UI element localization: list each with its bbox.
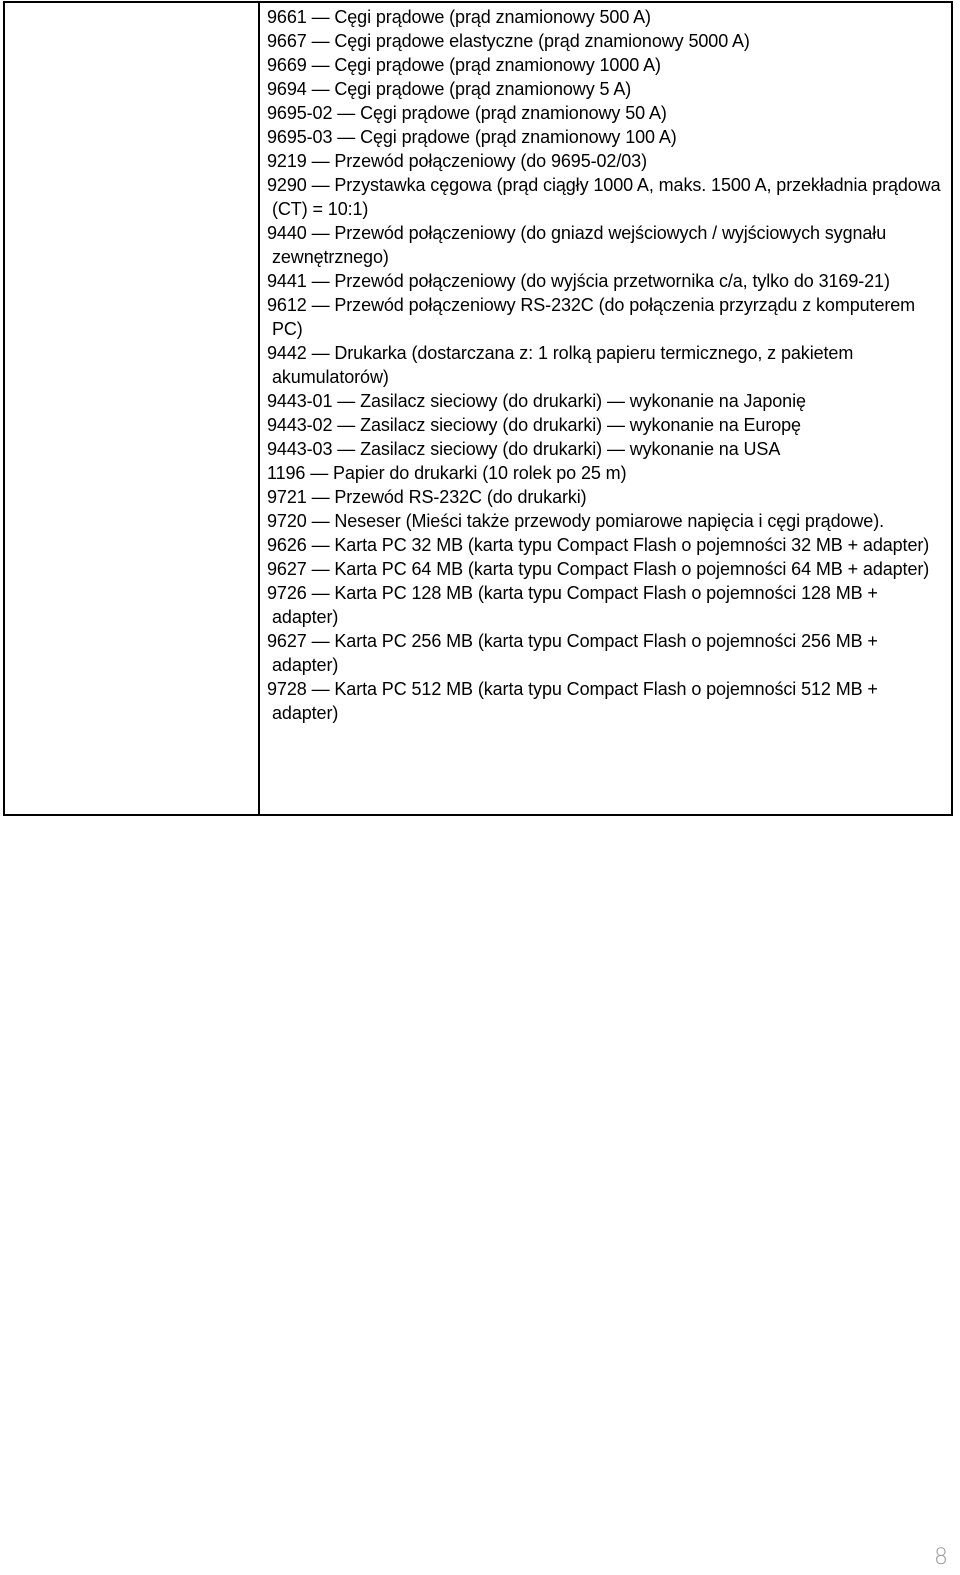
accessories-table [3, 1, 953, 816]
dash-separator: — [337, 391, 356, 411]
accessory-item [267, 533, 947, 557]
accessory-code: 9694 [267, 79, 307, 99]
accessory-item [267, 101, 947, 125]
accessory-description: Przewód połączeniowy (do gniazd wejściowych / wyjściowych sygnału zewnętrznego) [272, 223, 887, 267]
dash-separator: — [311, 295, 330, 315]
accessory-description: Cęgi prądowe (prąd znamionowy 5 A) [334, 79, 632, 99]
accessory-item [267, 461, 947, 485]
dash-separator: — [311, 151, 330, 171]
dash-separator: — [311, 487, 330, 507]
dash-separator: — [311, 223, 330, 243]
accessory-item [267, 221, 947, 269]
accessory-item [267, 485, 947, 509]
accessory-item [267, 389, 947, 413]
accessory-description: Cęgi prądowe elastyczne (prąd znamionowy 5000 A) [334, 31, 750, 51]
accessory-item [267, 557, 947, 581]
accessory-code: 9695-03 [267, 127, 333, 147]
accessory-description: Karta PC 128 MB (karta typu Compact Flash o pojemności 128 MB + adapter) [272, 583, 878, 627]
accessory-code: 9695-02 [267, 103, 333, 123]
dash-separator: — [337, 127, 356, 147]
accessory-item [267, 77, 947, 101]
accessory-description: Neseser (Mieści także przewody pomiarowe napięcia i cęgi prądowe). [334, 511, 885, 531]
dash-separator: — [311, 55, 330, 75]
dash-separator: — [311, 679, 330, 699]
accessory-code: 9661 [267, 7, 307, 27]
accessory-description: Drukarka (dostarczana z: 1 rolką papieru termicznego, z pakietem akumulatorów) [272, 343, 854, 387]
dash-separator: — [311, 7, 330, 27]
accessory-description: Przewód połączeniowy RS-232C (do połączenia przyrządu z komputerem PC) [272, 295, 916, 339]
accessory-code: 9726 [267, 583, 307, 603]
accessory-description: Karta PC 256 MB (karta typu Compact Flash o pojemności 256 MB + adapter) [272, 631, 878, 675]
accessory-description: Zasilacz sieciowy (do drukarki) — wykonanie na USA [360, 439, 781, 459]
accessory-item [267, 149, 947, 173]
accessory-code: 1196 [267, 463, 306, 483]
accessory-item [267, 173, 947, 221]
accessory-code: 9667 [267, 31, 307, 51]
accessory-code: 9440 [267, 223, 307, 243]
accessory-code: 9219 [267, 151, 307, 171]
accessories-cell [260, 3, 951, 814]
accessory-code: 9669 [267, 55, 307, 75]
dash-separator: — [311, 175, 330, 195]
accessory-description: Cęgi prądowe (prąd znamionowy 500 A) [334, 7, 651, 27]
dash-separator: — [311, 583, 330, 603]
dash-separator: — [311, 559, 330, 579]
dash-separator: — [337, 415, 356, 435]
accessory-item [267, 677, 947, 725]
accessory-description: Przystawka cęgowa (prąd ciągły 1000 A, maks. 1500 A, przekładnia prądowa (CT) = 10:1) [272, 175, 941, 219]
accessory-list [267, 5, 947, 725]
dash-separator: — [311, 343, 330, 363]
accessory-code: 9728 [267, 679, 307, 699]
accessory-item [267, 269, 947, 293]
accessory-description: Zasilacz sieciowy (do drukarki) — wykonanie na Japonię [360, 391, 806, 411]
page-number: 8 [934, 1545, 948, 1570]
accessory-code: 9441 [267, 271, 307, 291]
accessory-description: Karta PC 512 MB (karta typu Compact Flash o pojemności 512 MB + adapter) [272, 679, 878, 723]
accessory-item [267, 53, 947, 77]
accessory-code: 9443-03 [267, 439, 333, 459]
accessory-item [267, 341, 947, 389]
accessory-item [267, 413, 947, 437]
accessory-description: Przewód połączeniowy (do wyjścia przetwornika c/a, tylko do 3169-21) [334, 271, 890, 291]
accessory-item [267, 509, 947, 533]
accessory-item [267, 29, 947, 53]
accessory-description: Karta PC 32 MB (karta typu Compact Flash o pojemności 32 MB + adapter) [334, 535, 930, 555]
accessory-code: 9443-01 [267, 391, 333, 411]
accessory-code: 9442 [267, 343, 307, 363]
accessory-description: Przewód połączeniowy (do 9695-02/03) [334, 151, 647, 171]
accessory-description: Zasilacz sieciowy (do drukarki) — wykonanie na Europę [360, 415, 801, 435]
accessory-description: Papier do drukarki (10 rolek po 25 m) [333, 463, 627, 483]
accessory-item [267, 293, 947, 341]
dash-separator: — [311, 535, 330, 555]
accessory-item [267, 629, 947, 677]
dash-separator: — [337, 439, 356, 459]
dash-separator: — [311, 511, 330, 531]
accessory-item [267, 125, 947, 149]
dash-separator: — [311, 631, 330, 651]
accessory-code: 9290 [267, 175, 307, 195]
accessory-item [267, 581, 947, 629]
empty-left-cell [5, 3, 260, 814]
accessory-description: Cęgi prądowe (prąd znamionowy 50 A) [360, 103, 667, 123]
accessory-description: Karta PC 64 MB (karta typu Compact Flash o pojemności 64 MB + adapter) [334, 559, 930, 579]
accessory-code: 9627 [267, 631, 307, 651]
accessory-code: 9720 [267, 511, 307, 531]
accessory-description: Cęgi prądowe (prąd znamionowy 100 A) [360, 127, 677, 147]
accessory-description: Cęgi prądowe (prąd znamionowy 1000 A) [334, 55, 661, 75]
accessory-code: 9443-02 [267, 415, 333, 435]
dash-separator: — [311, 79, 330, 99]
accessory-item [267, 437, 947, 461]
accessory-code: 9627 [267, 559, 307, 579]
dash-separator: — [337, 103, 356, 123]
dash-separator: — [311, 271, 330, 291]
dash-separator: — [310, 463, 329, 483]
dash-separator: — [311, 31, 330, 51]
accessory-code: 9721 [267, 487, 307, 507]
accessory-code: 9626 [267, 535, 307, 555]
accessory-item [267, 5, 947, 29]
accessory-description: Przewód RS-232C (do drukarki) [334, 487, 587, 507]
accessory-code: 9612 [267, 295, 307, 315]
